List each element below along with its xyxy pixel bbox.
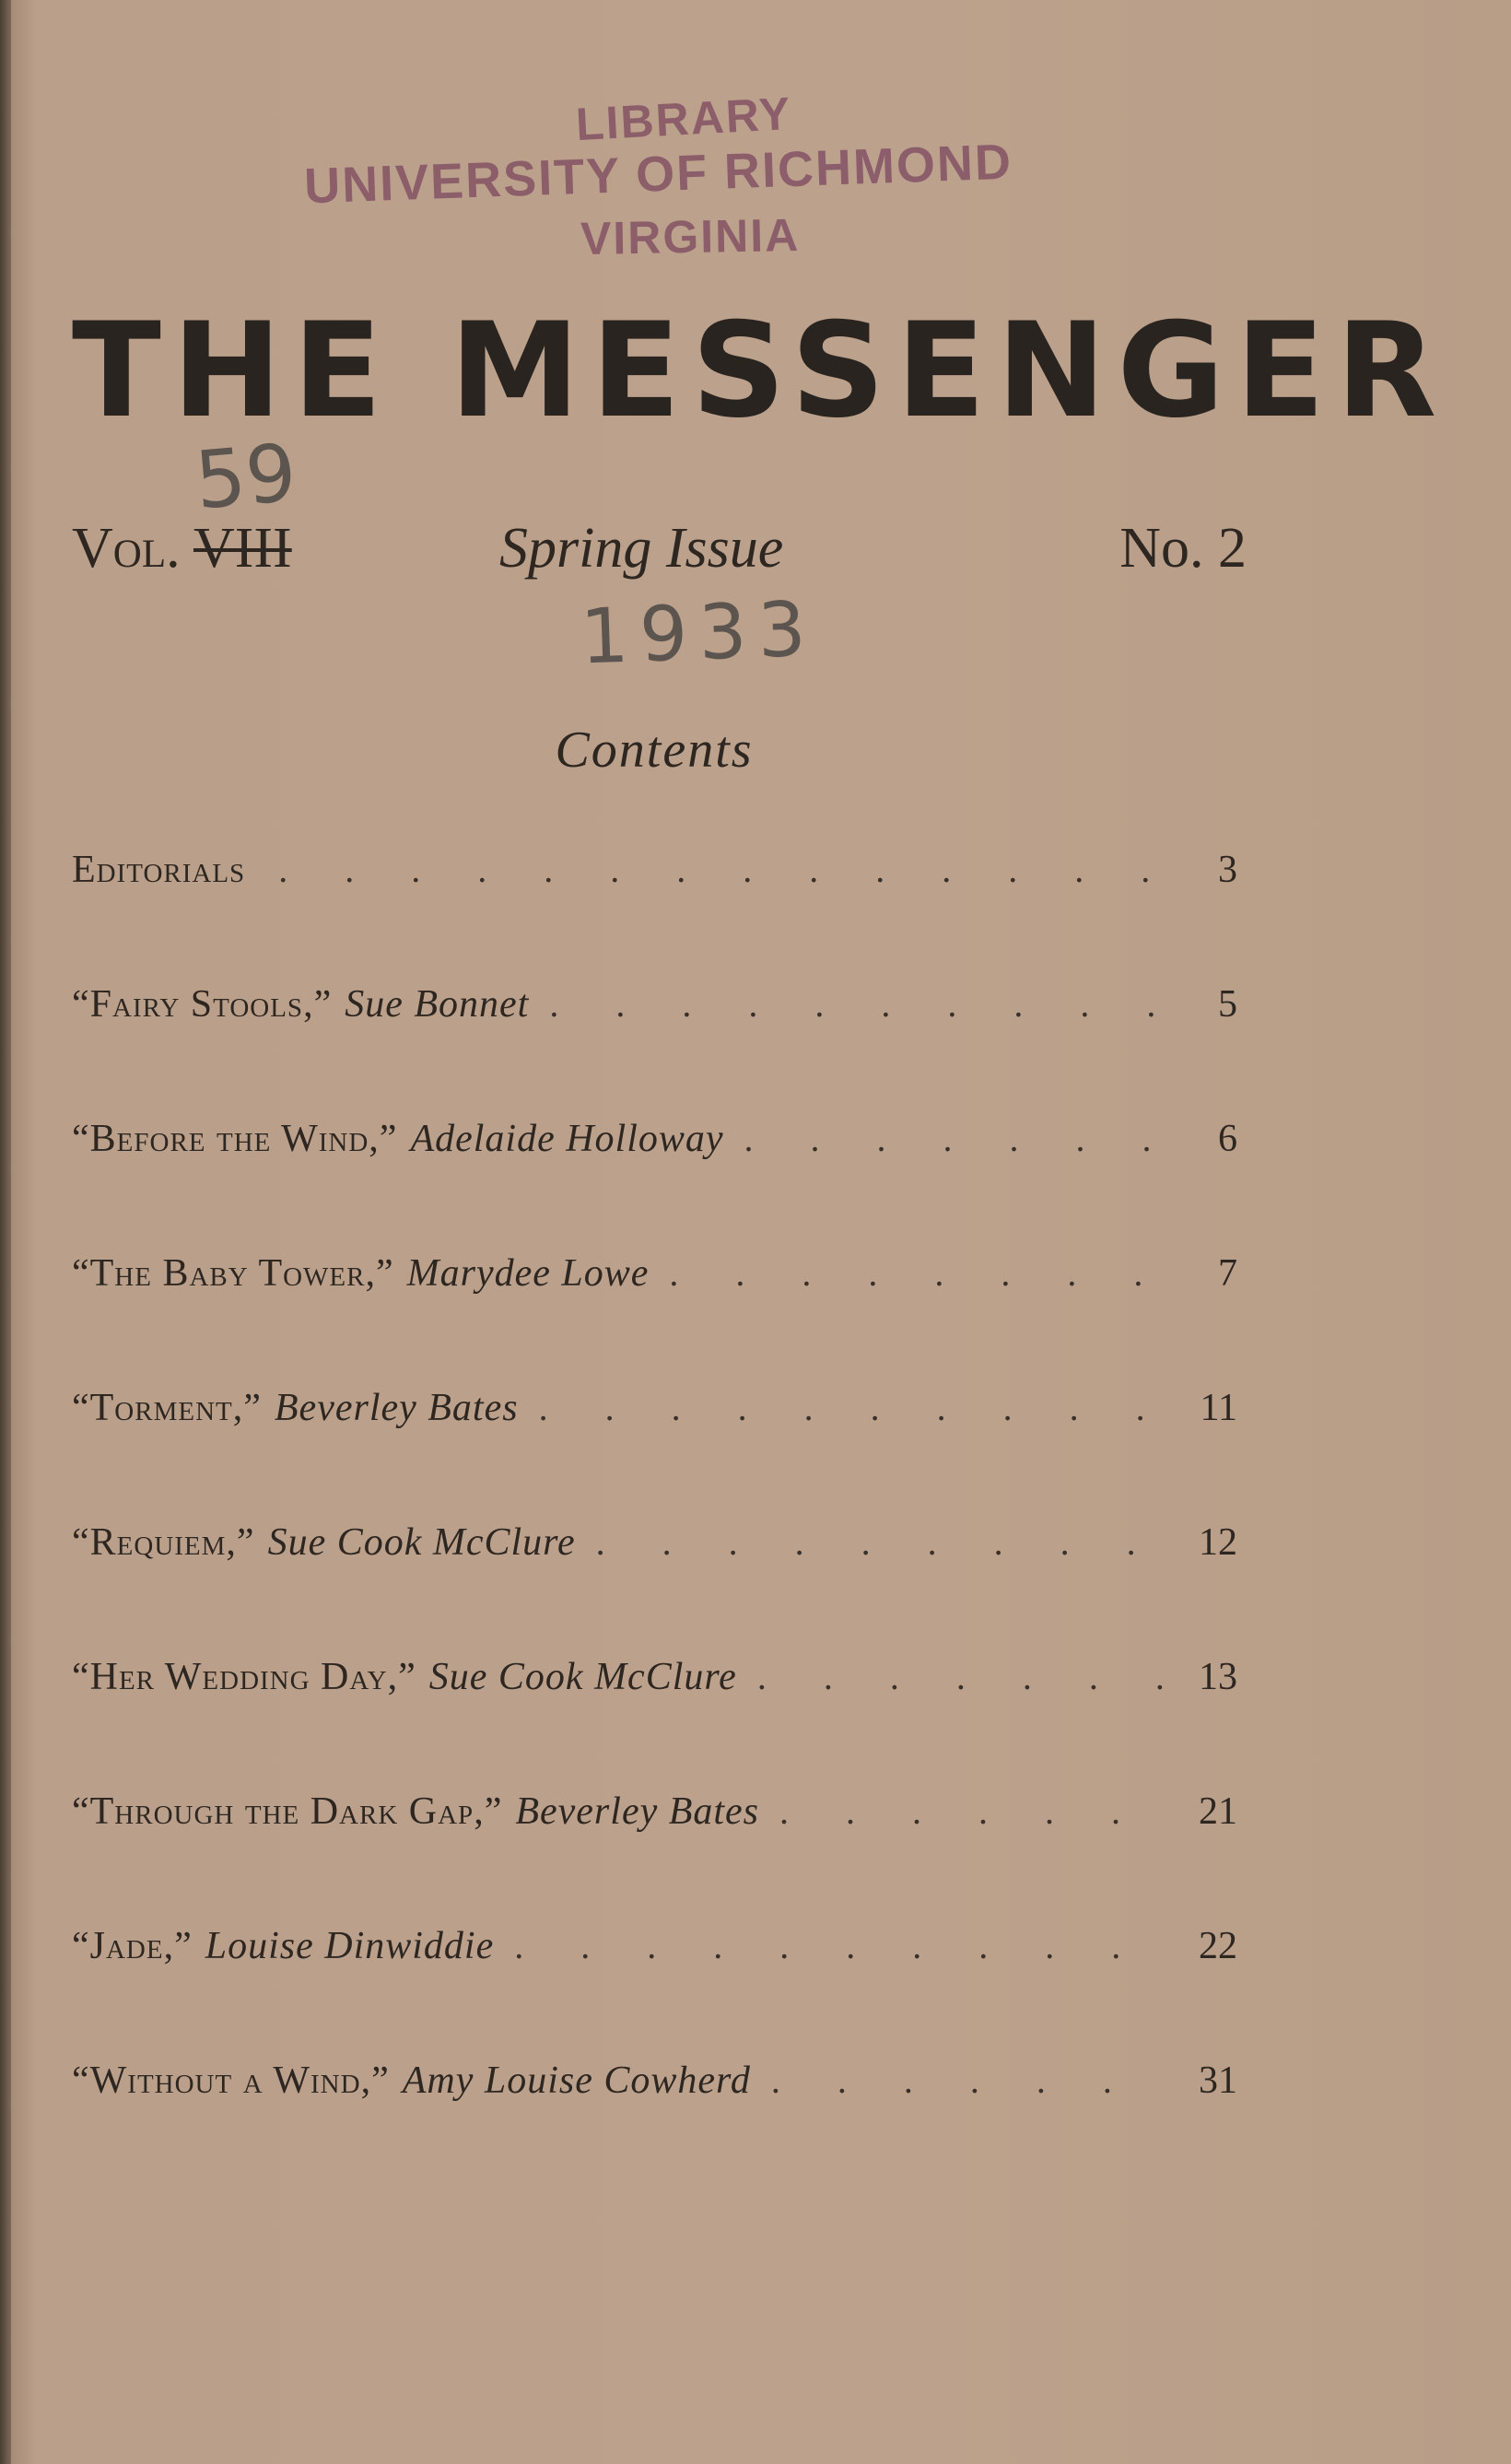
library-stamp [303,87,1133,276]
volume-row [72,516,1247,590]
toc-leader-dots [744,1117,1171,1160]
toc-entry [72,848,1237,982]
toc-title: “The Baby Tower,” [72,1252,394,1295]
toc-author: Amy Louise Cowherd [402,2059,751,2102]
toc-page-number: 13 [1199,1656,1237,1698]
toc-entry [72,982,1237,1117]
toc-title: “Her Wedding Day,” [72,1656,416,1698]
toc-title: Editorials [72,849,246,891]
toc-title: “Before the Wind,” [72,1118,398,1160]
toc-entry [72,1655,1237,1789]
toc-title: “Through the Dark Gap,” [72,1790,503,1833]
issue-number: No. 2 [1119,517,1247,580]
toc-page-number: 11 [1200,1387,1237,1429]
toc-title: “Requiem,” [72,1521,255,1564]
stamp-line-university: UNIVERSITY OF RICHMOND [303,134,1013,215]
toc-leader-dots [539,1386,1171,1429]
toc-title: “Fairy Stools,” [72,983,333,1026]
toc-entry [72,1251,1237,1386]
toc-page-number: 7 [1218,1252,1237,1295]
toc-entry [72,1117,1237,1251]
toc-entry [72,1386,1237,1520]
toc-page-number: 6 [1218,1118,1237,1160]
toc-leader-dots [779,1789,1171,1833]
toc-entry [72,1520,1237,1655]
toc-leader-dots [771,2059,1171,2102]
volume-label [72,516,292,581]
toc-author: Beverley Bates [274,1387,519,1429]
magazine-title: THE MESSENGER [72,295,1448,447]
toc-leader-dots [596,1520,1171,1564]
contents-heading: Contents [555,722,754,779]
volume-label-text: Vol. [72,517,181,580]
struck-volume-number: VIII [193,517,292,580]
issue-name: Spring Issue [499,517,784,580]
toc-author: Marydee Lowe [406,1252,650,1295]
toc-entry [72,1789,1237,1924]
toc-page-number: 21 [1199,1790,1237,1833]
toc-author: Louise Dinwiddie [205,1925,495,1967]
toc-leader-dots [278,848,1171,891]
binding-edge [0,0,11,2464]
handwritten-volume: 59 [191,427,300,528]
toc-author: Sue Cook McClure [267,1521,576,1564]
toc-leader-dots [549,982,1171,1026]
toc-entry [72,1924,1237,2059]
table-of-contents [72,848,1237,2193]
stamp-line-virginia: VIRGINIA [580,208,801,265]
toc-leader-dots [514,1924,1171,1967]
toc-author: Adelaide Holloway [410,1118,724,1160]
toc-page-number: 22 [1199,1925,1237,1967]
handwritten-year: 1933 [579,585,819,682]
stamp-line-library: LIBRARY [574,87,793,151]
toc-page-number: 31 [1199,2059,1237,2102]
toc-entry [72,2059,1237,2193]
toc-title: “Jade,” [72,1925,193,1967]
toc-page-number: 5 [1218,983,1237,1026]
toc-title: “Torment,” [72,1387,262,1429]
toc-author: Sue Cook McClure [428,1656,737,1698]
toc-page-number: 12 [1199,1521,1237,1564]
toc-author: Sue Bonnet [345,983,530,1026]
toc-page-number: 3 [1218,849,1237,891]
toc-leader-dots [669,1251,1171,1295]
toc-title: “Without a Wind,” [72,2059,390,2102]
toc-leader-dots [757,1655,1171,1698]
toc-author: Beverley Bates [515,1790,760,1833]
